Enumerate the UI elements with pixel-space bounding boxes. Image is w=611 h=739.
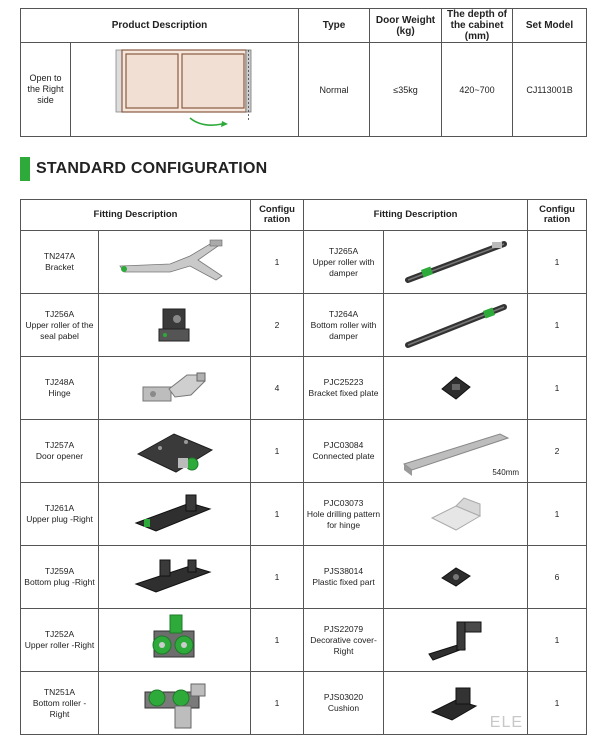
fitting-image xyxy=(99,609,251,672)
table-row xyxy=(21,420,587,483)
damper-rail-icon xyxy=(396,299,516,351)
fitting-name: PJS22079 Decorative cover-Right xyxy=(304,609,384,672)
fitting-name: PJC03084 Connected plate xyxy=(304,420,384,483)
fitting-image xyxy=(99,420,251,483)
fitting-name: TN251A Bottom roller -Right xyxy=(21,672,99,735)
fitting-name: TJ252A Upper roller -Right xyxy=(21,609,99,672)
plastic-part-icon xyxy=(438,562,474,592)
table-row xyxy=(21,483,587,546)
hinge-icon xyxy=(135,365,215,411)
section-accent-bar xyxy=(20,157,30,181)
fitting-image xyxy=(99,294,251,357)
header-fitting-right: Fitting Description xyxy=(304,200,528,231)
fitting-name: TJ264A Bottom roller with damper xyxy=(304,294,384,357)
bottom-plug-icon xyxy=(130,552,220,602)
fitting-name: TJ261A Upper plug -Right xyxy=(21,483,99,546)
fixed-plate-icon xyxy=(436,371,476,405)
fitting-qty: 1 xyxy=(251,609,304,672)
cushion-icon xyxy=(426,680,486,726)
fitting-qty: 1 xyxy=(528,672,587,735)
header-cabinet-depth: The depth of the cabinet (mm) xyxy=(442,9,513,43)
header-type: Type xyxy=(299,9,370,43)
set-model-value: CJ113001B xyxy=(513,43,587,137)
open-direction: Open to the Right side xyxy=(21,43,71,137)
product-type: Normal xyxy=(299,43,370,137)
section-title: STANDARD CONFIGURATION xyxy=(36,160,268,177)
fitting-qty: 2 xyxy=(528,420,587,483)
upper-plug-icon xyxy=(130,489,220,539)
upper-roller-icon xyxy=(140,611,210,669)
fitting-qty: 1 xyxy=(528,294,587,357)
fitting-name: TJ259A Bottom plug -Right xyxy=(21,546,99,609)
table-row xyxy=(21,231,587,294)
header-door-weight: Door Weight (kg) xyxy=(370,9,442,43)
header-fitting-left: Fitting Description xyxy=(21,200,251,231)
bottom-roller-icon xyxy=(135,674,215,732)
fitting-name: TJ256A Upper roller of the seal pabel xyxy=(21,294,99,357)
fitting-name: TJ265A Upper roller with damper xyxy=(304,231,384,294)
fitting-qty: 1 xyxy=(528,357,587,420)
header-product-description: Product Description xyxy=(21,9,299,43)
door-opener-icon xyxy=(130,424,220,478)
configuration-table-header xyxy=(21,200,587,231)
bracket-arm-icon xyxy=(110,236,240,288)
section-heading xyxy=(20,157,267,181)
fitting-qty: 2 xyxy=(251,294,304,357)
table-row xyxy=(21,357,587,420)
product-table-row xyxy=(21,43,587,137)
product-table xyxy=(20,8,587,137)
cabinet-doors-icon xyxy=(110,44,260,134)
fitting-image xyxy=(99,483,251,546)
fitting-name: TN247A Bracket xyxy=(21,231,99,294)
fitting-name: TJ257A Door opener xyxy=(21,420,99,483)
fitting-image xyxy=(99,357,251,420)
table-row xyxy=(21,294,587,357)
dimension-label: 540mm xyxy=(492,468,520,477)
fitting-image xyxy=(384,420,528,483)
fitting-qty: 1 xyxy=(528,609,587,672)
table-row xyxy=(21,672,587,735)
fitting-name: PJS03020 Cushion xyxy=(304,672,384,735)
fitting-image xyxy=(384,672,528,735)
fitting-name: PJS38014 Plastic fixed part xyxy=(304,546,384,609)
table-row xyxy=(21,609,587,672)
fitting-image xyxy=(384,357,528,420)
damper-rail-icon xyxy=(396,236,516,288)
fitting-image xyxy=(99,231,251,294)
fitting-qty: 1 xyxy=(251,672,304,735)
fitting-image xyxy=(384,231,528,294)
header-set-model: Set Model xyxy=(513,9,587,43)
header-qty-right: Configu ration xyxy=(528,200,587,231)
fitting-image xyxy=(384,609,528,672)
fitting-qty: 1 xyxy=(528,483,587,546)
fitting-name: PJC25223 Bracket fixed plate xyxy=(304,357,384,420)
fitting-image xyxy=(384,294,528,357)
fitting-qty: 4 xyxy=(251,357,304,420)
fitting-image xyxy=(384,546,528,609)
header-qty-left: Configu ration xyxy=(251,200,304,231)
cabinet-diagram xyxy=(71,43,299,137)
decorative-cover-icon xyxy=(421,614,491,666)
fitting-qty: 1 xyxy=(251,483,304,546)
product-table-header xyxy=(21,9,587,43)
cabinet-depth-value: 420~700 xyxy=(442,43,513,137)
fitting-qty: 1 xyxy=(528,231,587,294)
table-row xyxy=(21,546,587,609)
fitting-qty: 1 xyxy=(251,546,304,609)
fitting-qty: 6 xyxy=(528,546,587,609)
fitting-image xyxy=(384,483,528,546)
fitting-image xyxy=(99,546,251,609)
fitting-image xyxy=(99,672,251,735)
fitting-name: TJ248A Hinge xyxy=(21,357,99,420)
fitting-qty: 1 xyxy=(251,231,304,294)
door-weight-value: ≤35kg xyxy=(370,43,442,137)
fitting-qty: 1 xyxy=(251,420,304,483)
seal-roller-icon xyxy=(145,303,205,347)
fitting-name: PJC03073 Hole drilling pattern for hinge xyxy=(304,483,384,546)
drilling-template-icon xyxy=(426,492,486,536)
watermark: ELE xyxy=(489,714,524,731)
configuration-table xyxy=(20,199,587,735)
